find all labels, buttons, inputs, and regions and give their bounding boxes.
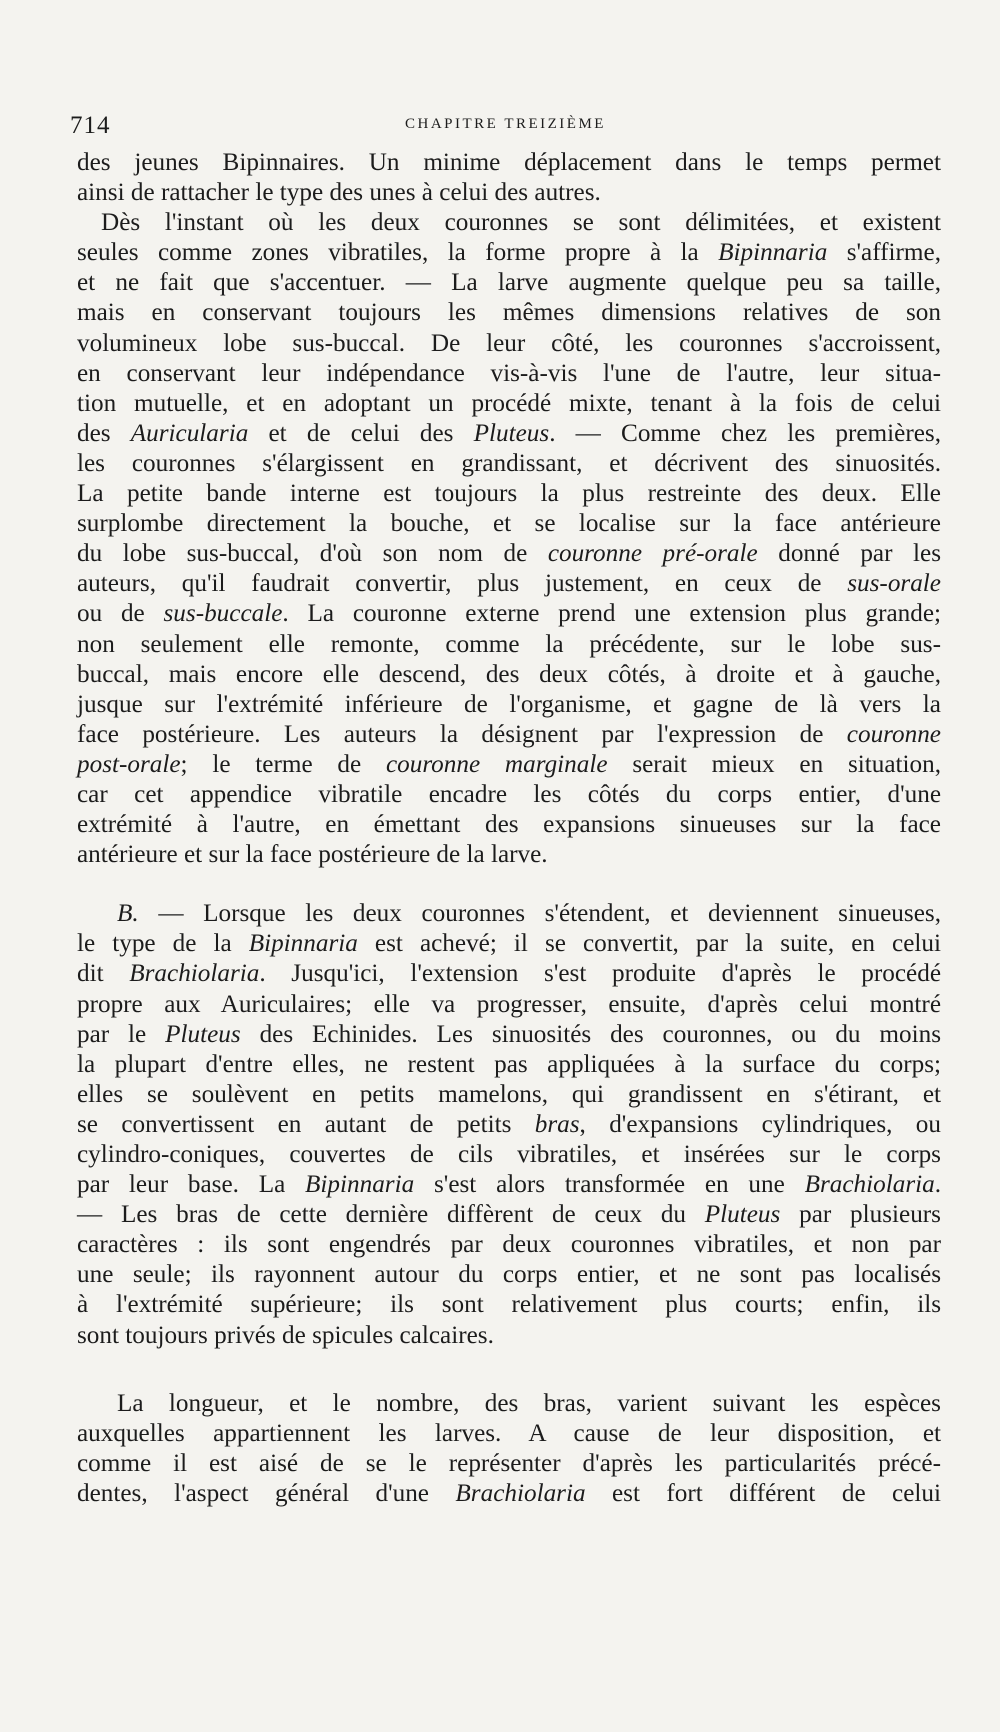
text-line: jusque sur l'extrémité inférieure de l'organisme, et gagne de là vers la [77, 690, 941, 718]
text-line: Dès l'instant où les deux couronnes se sont délimitées, et existent [101, 209, 942, 237]
body-text [77, 148, 941, 1509]
text-line: ainsi de rattacher le type des unes à celui des autres. [77, 179, 601, 207]
text-line: caractères : ils sont engendrés par deux couronnes vibratiles, et non par [77, 1231, 941, 1259]
text-line: par le Pluteus des Echinides. Les sinuosités des couronnes, ou du moins [77, 1020, 941, 1048]
running-head: CHAPITRE TREIZIÈME [405, 116, 606, 132]
text-line: et ne fait que s'accentuer. — La larve augmente quelque peu sa taille, [77, 269, 941, 297]
text-line: auxquelles appartiennent les larves. A cause de leur disposition, et [77, 1419, 941, 1447]
text-line: seules comme zones vibratiles, la forme propre à la Bipinnaria s'affirme, [77, 239, 941, 267]
text-line: se convertissent en autant de petits bras, d'expansions cylindriques, ou [77, 1110, 941, 1138]
text-line: ou de sus-buccale. La couronne externe prend une extension plus grande; [77, 600, 941, 628]
text-line: dentes, l'aspect général d'une Brachiolaria est fort différent de celui [77, 1479, 941, 1507]
text-line: volumineux lobe sus-buccal. De leur côté, les couronnes s'accroissent, [77, 329, 941, 357]
text-line: antérieure et sur la face postérieure de la larve. [77, 841, 548, 869]
text-line: car cet appendice vibratile encadre les côtés du corps entier, d'une [77, 780, 941, 808]
text-line: des Auricularia et de celui des Pluteus. — Comme chez les premières, [77, 419, 941, 447]
text-line: par leur base. La Bipinnaria s'est alors transformée en une Brachiolaria. [77, 1171, 942, 1199]
text-line: extrémité à l'autre, en émettant des expansions sinueuses sur la face [77, 811, 941, 839]
text-line: face postérieure. Les auteurs la désignent par l'expression de couronne [77, 720, 941, 748]
text-line: comme il est aisé de se le représenter d'après les particularités précé- [77, 1449, 941, 1477]
paragraph-gap [77, 870, 941, 899]
text-line: dit Brachiolaria. Jusqu'ici, l'extension s'est produite d'après le procédé [77, 960, 941, 988]
text-line: — Les bras de cette dernière diffèrent de ceux du Pluteus par plusieurs [77, 1201, 941, 1229]
text-line: propre aux Auriculaires; elle va progresser, ensuite, d'après celui montré [77, 990, 941, 1018]
text-line: post-orale; le terme de couronne marginale serait mieux en situation, [77, 750, 941, 778]
text-line: buccal, mais encore elle descend, des deux côtés, à droite et à gauche, [77, 660, 941, 688]
text-line: La longueur, et le nombre, des bras, varient suivant les espèces [117, 1389, 941, 1417]
text-line: B. — Lorsque les deux couronnes s'étendent, et deviennent sinueuses, [117, 900, 941, 928]
text-line: le type de la Bipinnaria est achevé; il se convertit, par la suite, en celui [77, 930, 941, 958]
text-line: du lobe sus-buccal, d'où son nom de couronne pré-orale donné par les [77, 540, 942, 568]
text-line: non seulement elle remonte, comme la précédente, sur le lobe sus- [77, 630, 941, 658]
text-line: en conservant leur indépendance vis-à-vis l'une de l'autre, leur situa- [77, 359, 941, 387]
page-header [0, 112, 1000, 142]
text-line: les couronnes s'élargissent en grandissant, et décrivent des sinuosités. [77, 449, 941, 477]
text-line: à l'extrémité supérieure; ils sont relativement plus courts; enfin, ils [77, 1291, 941, 1319]
text-line: auteurs, qu'il faudrait convertir, plus justement, en ceux de sus-orale [77, 570, 941, 598]
text-line: une seule; ils rayonnent autour du corps entier, et ne sont pas localisés [77, 1261, 941, 1289]
text-line: tion mutuelle, et en adoptant un procédé mixte, tenant à la fois de celui [77, 389, 941, 417]
text-line: surplombe directement la bouche, et se localise sur la face antérieure [77, 510, 941, 538]
text-line: sont toujours privés de spicules calcaires. [77, 1321, 494, 1349]
text-line: des jeunes Bipinnaires. Un minime déplacement dans le temps permet [77, 149, 941, 176]
page-number: 714 [70, 112, 111, 139]
text-line: La petite bande interne est toujours la plus restreinte des deux. Elle [77, 480, 941, 508]
paragraph-gap [77, 1351, 941, 1389]
text-line: elles se soulèvent en petits mamelons, qui grandissent en s'étirant, et [77, 1080, 941, 1108]
text-line: cylindro-coniques, couvertes de cils vibratiles, et insérées sur le corps [77, 1141, 941, 1168]
text-line: la plupart d'entre elles, ne restent pas appliquées à la surface du corps; [77, 1050, 941, 1078]
text-line: mais en conservant toujours les mêmes dimensions relatives de son [77, 299, 941, 327]
